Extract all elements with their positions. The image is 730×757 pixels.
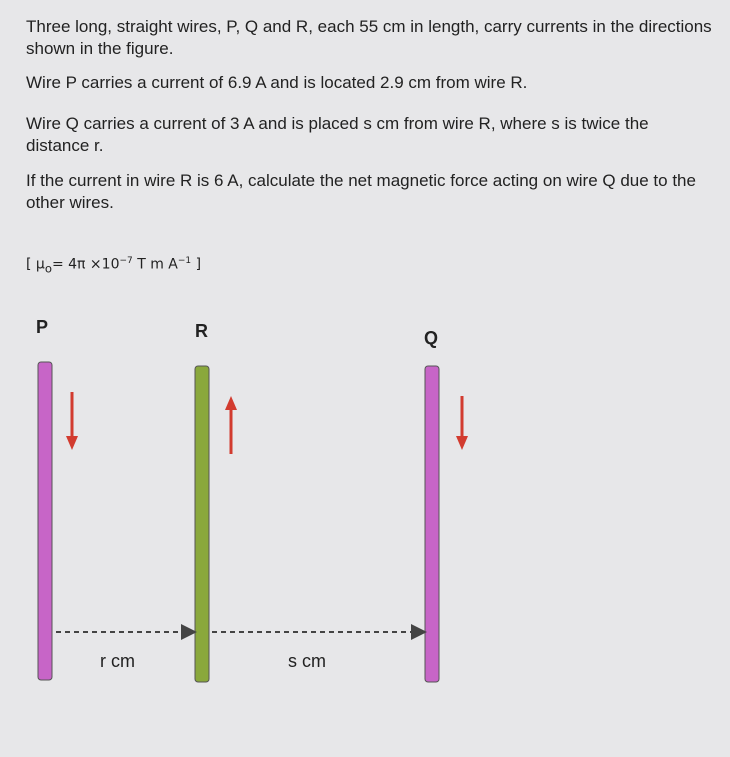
wire-label-p: P (36, 317, 49, 337)
wire-p (38, 362, 52, 680)
permeability-constant: [ $\mu_o= 4\pi \times 10^{-7}$ T m $A^{-1}$ ] (26, 256, 202, 276)
current-arrow-up-r (225, 396, 237, 454)
wire-q (425, 366, 439, 682)
current-arrow-down-p (66, 392, 78, 450)
question-intro: Three long, straight wires, P, Q and R, each 55 cm in length, carry currents in the directions shown in the figure. (26, 17, 712, 58)
distance-label-r: r cm (100, 651, 135, 671)
wire-r (195, 366, 209, 682)
wire-label-q: Q (424, 328, 439, 348)
current-arrow-down-q (456, 396, 468, 450)
question-wire-q: Wire Q carries a current of 3 A and is placed s cm from wire R, where s is twice the distance r. (26, 114, 649, 155)
question-task: If the current in wire R is 6 A, calculate the net magnetic force acting on wire Q due to the other wires. (26, 171, 696, 212)
question-wire-p: Wire P carries a current of 6.9 A and is located 2.9 cm from wire R. (26, 73, 528, 92)
distance-label-s: s cm (288, 651, 326, 671)
wire-label-r: R (195, 321, 208, 341)
